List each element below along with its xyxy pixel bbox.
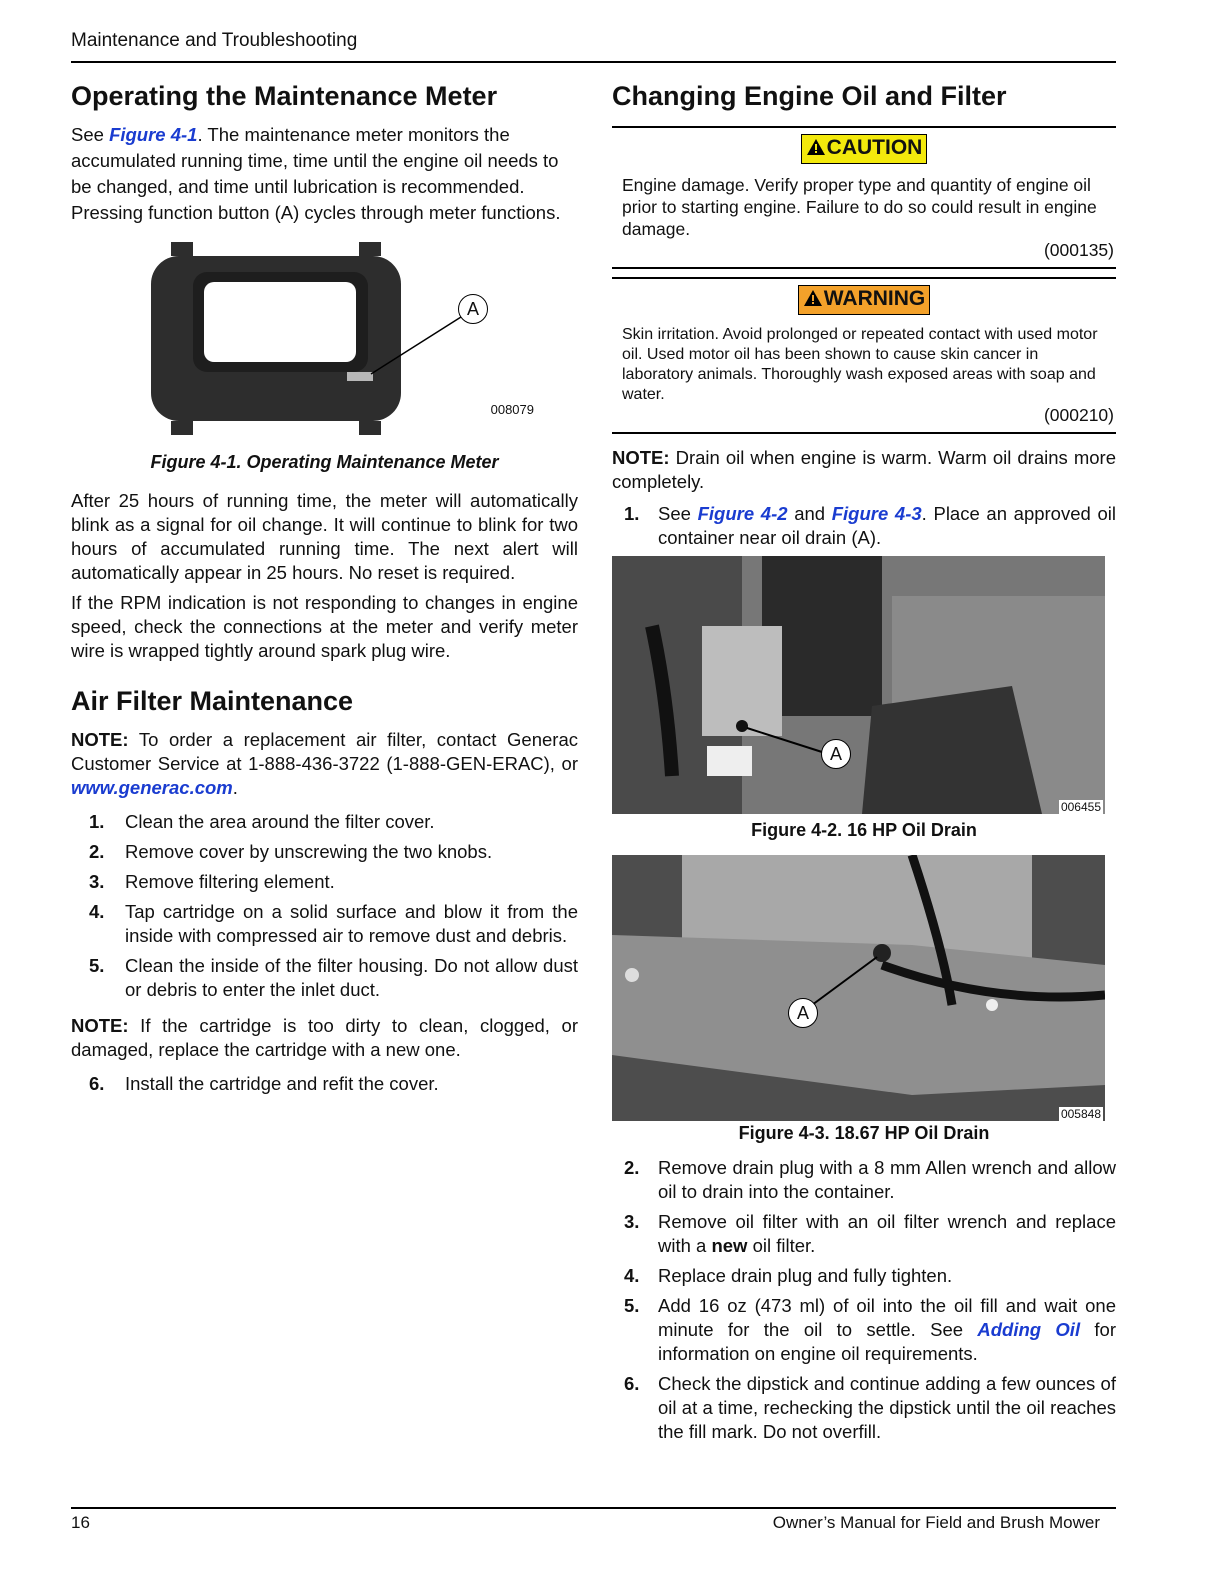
note-text: Drain oil when engine is warm. Warm oil drains more completely. xyxy=(612,447,1116,493)
figure-4-2-caption: Figure 4-2. 16 HP Oil Drain xyxy=(751,820,977,841)
list-item xyxy=(612,1210,1116,1258)
adding-oil-link[interactable]: Adding Oil xyxy=(977,1319,1081,1341)
cartridge-note xyxy=(71,1014,578,1062)
note-end: . xyxy=(232,776,238,798)
manual-title: Owner’s Manual for Field and Brush Mower xyxy=(772,1513,1100,1532)
figure-4-1-link[interactable]: Figure 4-1 xyxy=(109,124,198,146)
rpm-paragraph: If the RPM indication is not responding to changes in engine speed, check the connections at the meter and verify meter wire is wrapped tightly around spark plug wire. xyxy=(71,592,578,662)
list-item xyxy=(612,1264,1116,1288)
step-number: 4. xyxy=(624,1265,640,1287)
oil-change-steps xyxy=(612,1156,1116,1444)
page-number: 16 xyxy=(71,1513,90,1532)
caution-text: Engine damage. Verify proper type and quantity of engine oil prior to starting engine. Failure to do so could result in engine damage. xyxy=(622,175,1097,240)
step-text: . Place an approved oil container near oil drain (A). xyxy=(658,503,1116,549)
figure-4-3-caption: Figure 4-3. 18.67 HP Oil Drain xyxy=(738,1123,990,1144)
intro-see: See xyxy=(71,124,110,146)
note-text: If the cartridge is too dirty to clean, clogged, or damaged, replace the cartridge with a new one. xyxy=(71,1014,578,1060)
list-item xyxy=(612,1156,1116,1204)
step-text: Add 16 oz (473 ml) of oil into the oil fill and wait one minute for the oil to settle. See xyxy=(658,1295,1116,1341)
section-title-air-filter: Air Filter Maintenance xyxy=(71,686,354,717)
list-item xyxy=(71,954,578,1002)
list-item xyxy=(612,502,1116,550)
step-and: and xyxy=(787,503,832,525)
left-column xyxy=(71,80,578,1102)
step-text: Clean the area around the filter cover. xyxy=(125,810,435,832)
air-filter-step-6 xyxy=(71,1072,578,1096)
warning-text: Skin irritation. Avoid prolonged or repeated contact with used motor oil. Used motor oil has been shown to cause skin cancer in laboratory animals. Thoroughly wash exposed areas with soap and water. xyxy=(622,326,1098,404)
section-title-engine-oil: Changing Engine Oil and Filter xyxy=(612,81,1007,111)
callout-a-meter: A xyxy=(458,294,488,324)
step-text-end: oil filter. xyxy=(747,1235,816,1257)
figure-id-006455: 006455 xyxy=(1060,800,1101,815)
header-rule xyxy=(71,61,1116,63)
warning-badge xyxy=(798,285,931,315)
caution-code: (000135) xyxy=(1043,240,1114,261)
oil-drain-16hp-photo xyxy=(612,556,1105,814)
oil-step-1 xyxy=(612,502,1116,550)
list-item xyxy=(71,840,578,864)
list-item xyxy=(71,810,578,834)
step-text: Remove drain plug with a 8 mm Allen wrench and allow oil to drain into the container. xyxy=(658,1157,1116,1203)
figure-4-3-link[interactable]: Figure 4-3 xyxy=(831,503,922,525)
step-number: 6. xyxy=(624,1373,640,1395)
note-label: NOTE: xyxy=(612,447,670,469)
right-column xyxy=(612,80,1116,1450)
note-label: NOTE: xyxy=(71,1014,129,1036)
note-label: NOTE: xyxy=(71,728,129,750)
new-emphasis: new xyxy=(711,1235,748,1257)
footer-rule xyxy=(71,1507,1116,1509)
step-text-end: for information on engine oil requirements. xyxy=(658,1319,1116,1365)
figure-4-2-link[interactable]: Figure 4-2 xyxy=(697,503,788,525)
step-number: 3. xyxy=(624,1211,640,1233)
figure-id-005848: 005848 xyxy=(1060,1107,1101,1122)
step-number: 2. xyxy=(89,840,105,862)
figure-id-008079: 008079 xyxy=(490,402,534,418)
warning-triangle-icon xyxy=(803,289,823,313)
meter-intro xyxy=(71,122,578,226)
step-text: Clean the inside of the filter housing. Do not allow dust or debris to enter the inlet duct. xyxy=(125,954,578,1000)
warning-code: (000210) xyxy=(1043,405,1114,426)
figure-4-1 xyxy=(71,242,578,442)
step-text: Replace drain plug and fully tighten. xyxy=(658,1265,953,1287)
air-filter-steps xyxy=(71,810,578,1002)
drain-note xyxy=(612,446,1116,494)
figure-4-2-photo xyxy=(612,556,1105,814)
step-number: 2. xyxy=(624,1157,640,1179)
step-text: Install the cartridge and refit the cover. xyxy=(125,1072,439,1094)
generac-website-link[interactable]: www.generac.com xyxy=(71,776,233,798)
caution-box xyxy=(612,126,1116,269)
step-see: See xyxy=(658,503,698,525)
step-text: Remove oil filter with an oil filter wrench and replace with a xyxy=(658,1211,1116,1257)
step-number: 6. xyxy=(89,1072,105,1094)
caution-badge xyxy=(801,134,928,164)
running-header: Maintenance and Troubleshooting xyxy=(71,30,358,51)
step-number: 3. xyxy=(89,870,105,892)
step-number: 4. xyxy=(89,900,105,922)
step-number: 5. xyxy=(89,954,105,976)
note-text: To order a replacement air filter, contact Generac Customer Service at 1-888-436-3722 (1-888-GEN-ERAC), or xyxy=(71,728,578,774)
warning-triangle-icon xyxy=(806,138,826,162)
step-number: 5. xyxy=(624,1295,640,1317)
section-title-maintenance-meter: Operating the Maintenance Meter xyxy=(71,81,498,111)
caution-label: CAUTION xyxy=(826,136,923,160)
list-item xyxy=(612,1294,1116,1366)
warning-box xyxy=(612,277,1116,434)
step-text: Check the dipstick and continue adding a few ounces of oil at a time, rechecking the dipstick until the oil reaches the fill mark. Do not overfill. xyxy=(658,1373,1116,1443)
intro-rest: . The maintenance meter monitors the accumulated running time, time until the engine oil needs to be changed, and time until lubrication is recommended. Pressing function button (A) cycles through meter functions. xyxy=(71,124,561,224)
step-text: Remove cover by unscrewing the two knobs. xyxy=(125,840,493,862)
air-filter-note xyxy=(71,728,578,800)
list-item xyxy=(71,870,578,894)
step-number: 1. xyxy=(624,503,640,525)
step-text: Remove filtering element. xyxy=(125,870,335,892)
list-item xyxy=(612,1372,1116,1444)
callout-a-fig3: A xyxy=(788,998,818,1028)
callout-a-fig2: A xyxy=(821,739,851,769)
step-text: Tap cartridge on a solid surface and blow it from the inside with compressed air to remove dust and debris. xyxy=(125,900,578,946)
warning-label: WARNING xyxy=(823,287,926,311)
meter-blink-paragraph: After 25 hours of running time, the meter will automatically blink as a signal for oil change. It will continue to blink for two hours of accumulated running time. The next alert will automatically appear in 25 hours. No reset is required. xyxy=(71,490,578,584)
list-item xyxy=(71,900,578,948)
list-item xyxy=(71,1072,578,1096)
oil-drain-18hp-photo xyxy=(612,855,1105,1121)
figure-4-3-photo xyxy=(612,855,1105,1121)
step-number: 1. xyxy=(89,810,105,832)
figure-4-1-caption: Figure 4-1. Operating Maintenance Meter xyxy=(150,452,499,473)
